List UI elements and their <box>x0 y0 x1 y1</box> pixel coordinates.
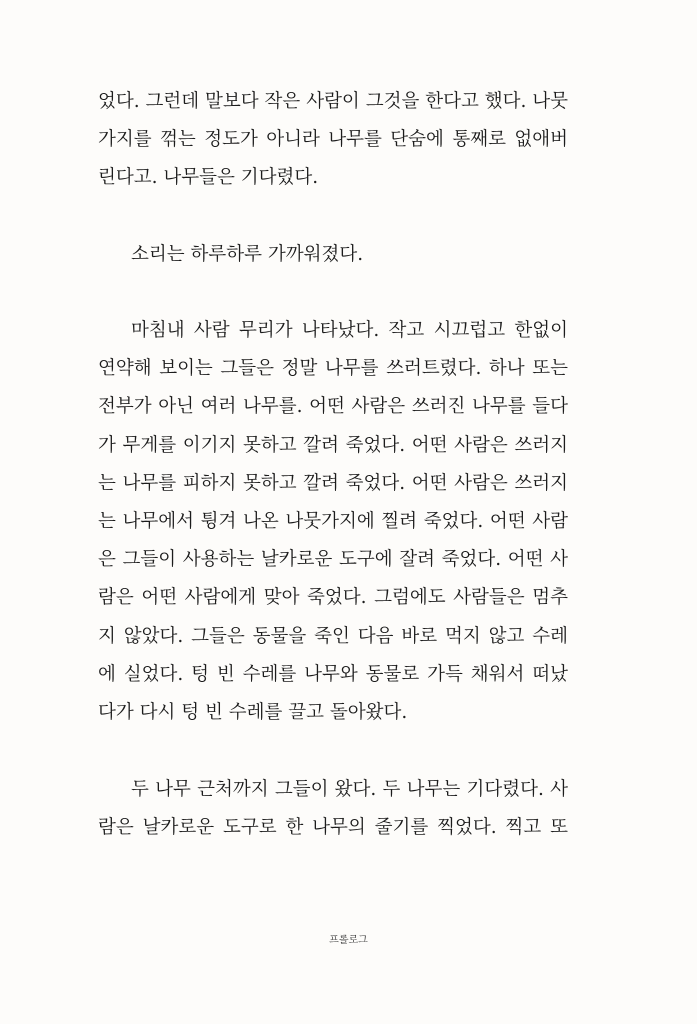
paragraph <box>98 236 568 274</box>
text-line: 소리는 하루하루 가까워졌다. <box>131 244 364 265</box>
text-line: 가 무게를 이기지 못하고 깔려 죽었다. 어떤 사람은 쓰러지 <box>98 434 568 456</box>
text-line: 전부가 아닌 여러 나무를. 어떤 사람은 쓰러진 나무를 들다 <box>98 396 568 418</box>
text-line: 두 나무 근처까지 그들이 왔다. 두 나무는 기다렸다. 사 <box>131 779 568 800</box>
running-footer-title: 프롤로그 <box>329 935 368 946</box>
text-line: 린다고. 나무들은 기다렸다. <box>98 167 319 189</box>
text-line: 가지를 꺾는 정도가 아니라 나무를 단숨에 통째로 없애버 <box>98 129 568 151</box>
text-line: 연약해 보이는 그들은 정말 나무를 쓰러트렸다. 하나 또는 <box>98 358 568 380</box>
paragraph <box>98 312 568 732</box>
text-line: 는 나무를 피하지 못하고 깔려 죽었다. 어떤 사람은 쓰러지 <box>98 472 568 494</box>
paragraph <box>98 771 568 847</box>
text-line: 는 나무에서 튕겨 나온 나뭇가지에 찔려 죽었다. 어떤 사람 <box>98 510 568 532</box>
text-line: 은 그들이 사용하는 날카로운 도구에 잘려 죽었다. 어떤 사 <box>98 549 568 571</box>
text-line: 지 않았다. 그들은 동물을 죽인 다음 바로 먹지 않고 수레 <box>98 625 568 647</box>
paragraph-continued <box>98 83 568 198</box>
text-line: 람은 어떤 사람에게 맞아 죽었다. 그럼에도 사람들은 멈추 <box>98 587 568 609</box>
text-line: 다가 다시 텅 빈 수레를 끌고 돌아왔다. <box>98 701 408 723</box>
text-line: 에 실었다. 텅 빈 수레를 나무와 동물로 가득 채워서 떠났 <box>98 663 568 685</box>
text-line: 었다. 그런데 말보다 작은 사람이 그것을 한다고 했다. 나뭇 <box>98 91 568 112</box>
text-line: 람은 날카로운 도구로 한 나무의 줄기를 찍었다. 찍고 또 <box>98 817 568 839</box>
text-line: 마침내 사람 무리가 나타났다. 작고 시끄럽고 한없이 <box>131 320 568 341</box>
